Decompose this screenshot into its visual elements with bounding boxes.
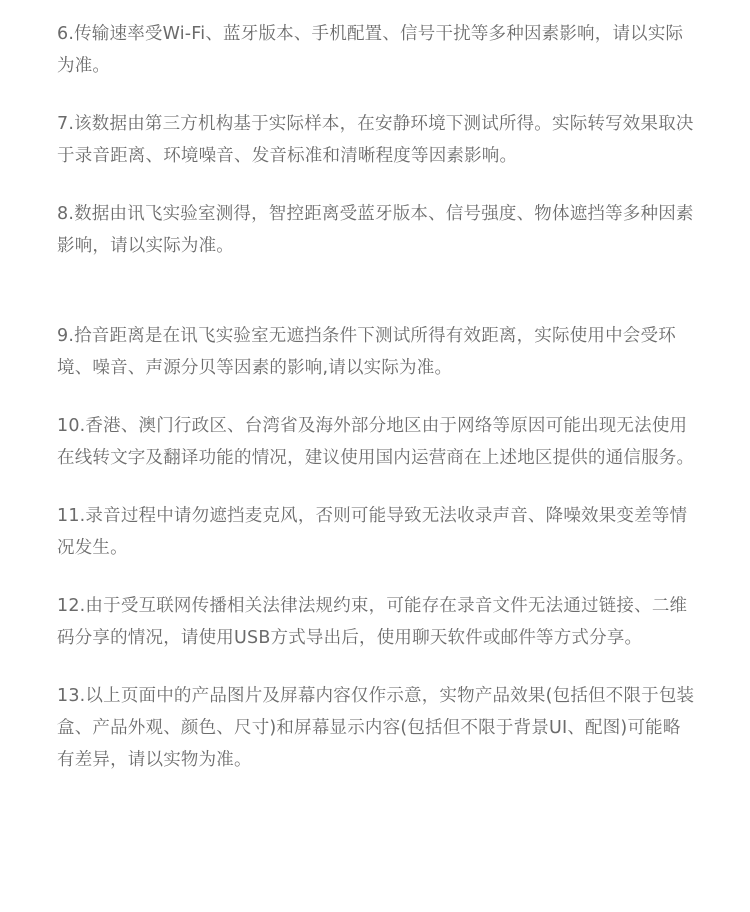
note-8: 8.数据由讯飞实验室测得，智控距离受蓝牙版本、信号强度、物体遮挡等多种因素影响，请以实际为准。: [57, 204, 694, 256]
note-12: 12.由于受互联网传播相关法律法规约束，可能存在录音文件无法通过链接、二维码分享的情况，请使用USB方式导出后，使用聊天软件或邮件等方式分享。: [57, 596, 688, 648]
note-9: 9.拾音距离是在讯飞实验室无遮挡条件下测试所得有效距离，实际使用中会受环境、噪音、声源分贝等因素的影响,请以实际为准。: [57, 326, 676, 378]
disclaimer-notes: [57, 18, 697, 776]
note-6: 6.传输速率受Wi-Fi、蓝牙版本、手机配置、信号干扰等多种因素影响，请以实际为准。: [57, 24, 684, 76]
note-13: 13.以上页面中的产品图片及屏幕内容仅作示意，实物产品效果(包括但不限于包装盒、产品外观、颜色、尺寸)和屏幕显示内容(包括但不限于背景UI、配图)可能略有差异，请以实物为准。: [57, 686, 695, 770]
note-10: 10.香港、澳门行政区、台湾省及海外部分地区由于网络等原因可能出现无法使用在线转文字及翻译功能的情况，建议使用国内运营商在上述地区提供的通信服务。: [57, 416, 695, 468]
note-7: 7.该数据由第三方机构基于实际样本，在安静环境下测试所得。实际转写效果取决于录音距离、环境噪音、发音标准和清晰程度等因素影响。: [57, 114, 694, 166]
note-11: 11.录音过程中请勿遮挡麦克风，否则可能导致无法收录声音、降噪效果变差等情况发生。: [57, 506, 688, 558]
